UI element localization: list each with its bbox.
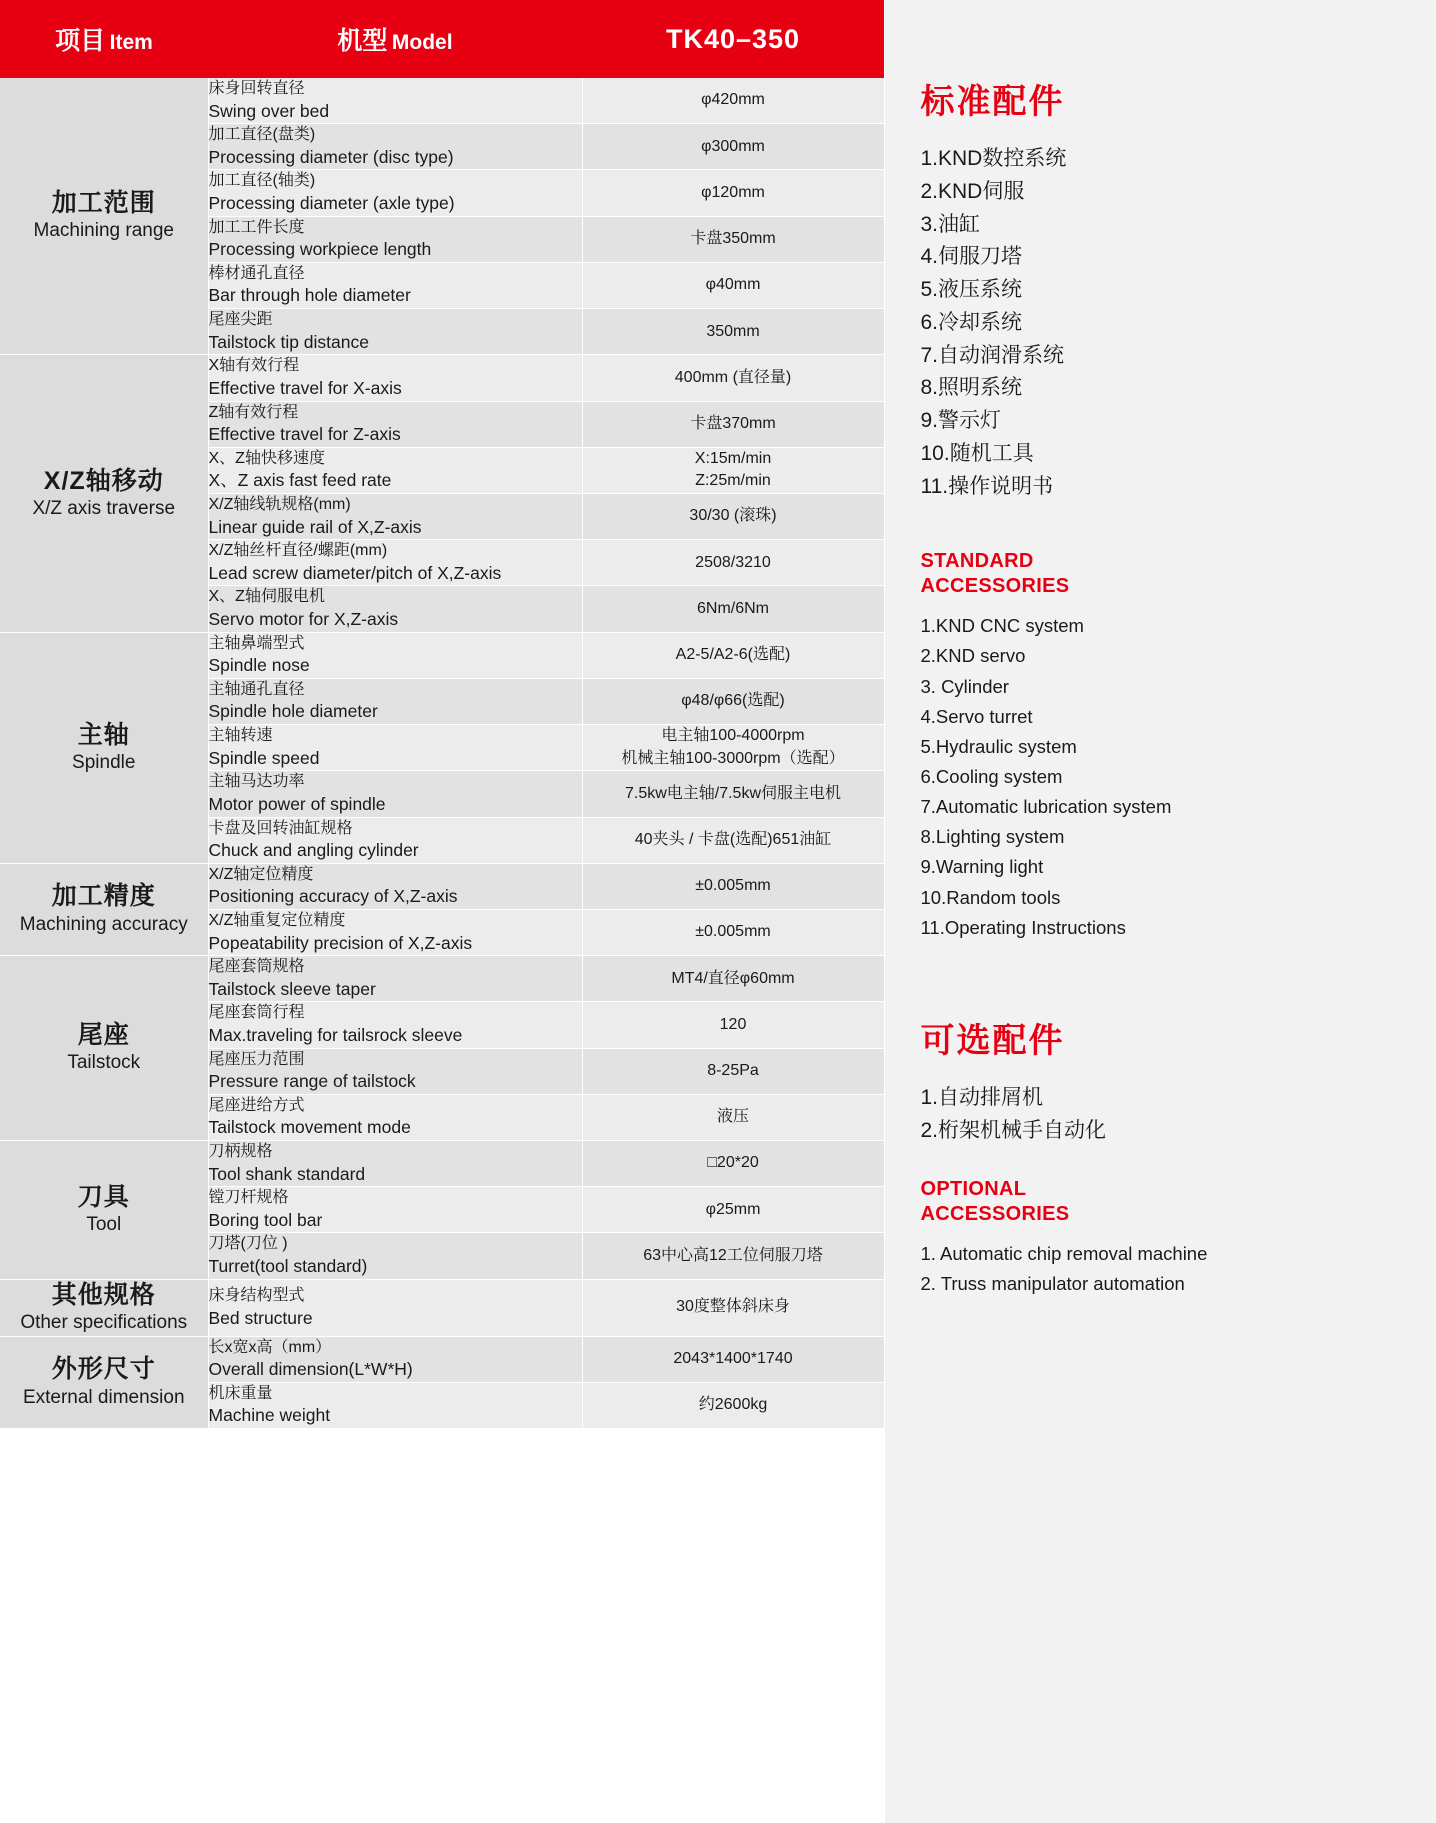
item-cell: [208, 863, 582, 909]
item-label-en: Processing workpiece length: [208, 239, 432, 260]
item-label-en: Effective travel for Z-axis: [208, 424, 401, 445]
item-label-en: Chuck and angling cylinder: [208, 840, 419, 861]
accessory-item: 2.KND伺服: [920, 179, 1025, 203]
table-row: [0, 956, 884, 1002]
accessory-item: 3. Cylinder: [920, 675, 1009, 697]
item-label-en: Swing over bed: [208, 100, 330, 121]
item-label-en: Turret(tool standard): [208, 1256, 368, 1277]
title-line: ACCESSORIES: [920, 1203, 1070, 1226]
value-cell: [582, 309, 884, 355]
item-cell: [208, 1002, 582, 1048]
item-label-en: Bar through hole diameter: [208, 285, 411, 306]
group-label-cn: 刀具: [77, 1182, 130, 1211]
item-cell: [208, 771, 582, 817]
accessory-item: 2.桁架机械手自动化: [920, 1118, 1107, 1142]
header-model-number: TK40–350: [665, 23, 801, 54]
group-cell: [0, 1279, 208, 1336]
value-cell: [582, 216, 884, 262]
group-label-en: External dimension: [22, 1386, 185, 1408]
value-line: φ40mm: [705, 276, 761, 294]
item-label-en: Tailstock tip distance: [208, 331, 369, 352]
item-cell: [208, 632, 582, 678]
item-label-cn: 刀柄规格: [208, 1143, 273, 1161]
value-cell: [582, 1141, 884, 1187]
item-label-en: Tailstock sleeve taper: [208, 978, 376, 999]
value-line: 350mm: [706, 322, 760, 340]
optional-accessories-title-en: [921, 1177, 1436, 1227]
item-cell: [208, 124, 582, 170]
item-label-cn: 主轴马达功率: [208, 773, 305, 791]
standard-accessories-list-cn: [921, 143, 1436, 503]
item-cell: [208, 1279, 582, 1336]
group-label-cn: X/Z轴移动: [43, 466, 164, 495]
group-label-cn: 加工范围: [51, 189, 156, 218]
item-label-cn: Z轴有效行程: [208, 403, 299, 421]
group-label-en: Machining accuracy: [19, 913, 188, 935]
item-label-en: Processing diameter (axle type): [208, 193, 455, 214]
value-cell: [582, 1233, 884, 1279]
item-cell: [208, 586, 582, 632]
accessory-item: 1.自动排屑机: [920, 1085, 1044, 1109]
value-line: 8-25Pa: [707, 1062, 759, 1079]
item-label-cn: X轴有效行程: [208, 357, 300, 375]
value-line: 电主轴100-4000rpm: [661, 727, 805, 745]
table-row: [0, 355, 884, 401]
group-label-cn: 加工精度: [51, 882, 156, 911]
value-cell: [582, 1382, 884, 1428]
item-label-en: Max.traveling for tailsrock sleeve: [208, 1024, 463, 1045]
item-label-cn: 主轴通孔直径: [208, 680, 305, 698]
value-line: MT4/直径φ60mm: [671, 969, 795, 987]
value-cell: [582, 1336, 884, 1382]
value-cell: [582, 956, 884, 1002]
table-row: [0, 1141, 884, 1187]
item-label-en: X、Z axis fast feed rate: [208, 470, 392, 491]
item-label-cn: 机床重量: [208, 1384, 273, 1402]
item-cell: [208, 1233, 582, 1279]
title-line: STANDARD: [920, 550, 1034, 573]
title-line: ACCESSORIES: [920, 575, 1070, 598]
accessory-item: 1.KND数控系统: [920, 147, 1067, 170]
accessory-item: 9.Warning light: [920, 856, 1044, 878]
item-label-en: Servo motor for X,Z-axis: [208, 609, 399, 629]
item-cell: [208, 1336, 582, 1382]
accessory-item: 11.操作说明书: [920, 474, 1054, 498]
value-cell: [582, 725, 884, 771]
accessory-item: 9.警示灯: [920, 409, 1002, 432]
accessory-item: 1.KND CNC system: [920, 615, 1084, 637]
accessory-item: 7.自动润滑系统: [920, 343, 1065, 367]
value-cell: [582, 355, 884, 401]
item-cell: [208, 401, 582, 447]
group-label-en: Tailstock: [67, 1052, 141, 1074]
item-label-cn: 尾座套筒规格: [208, 958, 305, 976]
item-label-cn: X/Z轴定位精度: [208, 865, 314, 883]
accessory-item: 10.随机工具: [920, 441, 1034, 465]
item-label-cn: 刀塔(刀位 ): [208, 1235, 288, 1253]
item-cell: [208, 78, 582, 124]
item-label-cn: 主轴转速: [208, 727, 273, 745]
item-cell: [208, 817, 582, 863]
accessory-item: 5.液压系统: [920, 278, 1023, 301]
item-cell: [208, 956, 582, 1002]
item-label-cn: X/Z轴线轨规格(mm): [208, 495, 351, 513]
group-label-cn: 主轴: [77, 720, 130, 749]
group-cell: [0, 78, 208, 355]
header-item: [0, 0, 208, 78]
value-line: 30/30 (滚珠): [689, 507, 777, 525]
table-row: [0, 78, 884, 124]
value-line: 约2600kg: [698, 1396, 768, 1414]
value-cell: [582, 863, 884, 909]
item-label-en: Boring tool bar: [208, 1209, 323, 1230]
group-cell: [0, 956, 208, 1141]
optional-accessories-list-en: [921, 1239, 1436, 1299]
item-label-cn: 床身结构型式: [208, 1287, 305, 1305]
group-label-en: Other specifications: [20, 1311, 188, 1333]
group-label-en: Spindle: [72, 751, 136, 773]
specification-table: [0, 0, 885, 1429]
item-label-en: Positioning accuracy of X,Z-axis: [208, 886, 458, 907]
item-label-cn: 尾座尖距: [208, 311, 273, 329]
item-label-en: Lead screw diameter/pitch of X,Z-axis: [208, 562, 502, 583]
item-cell: [208, 1141, 582, 1187]
group-cell: [0, 863, 208, 955]
item-label-cn: 主轴鼻端型式: [208, 634, 305, 652]
value-cell: [582, 447, 884, 493]
value-cell: [582, 540, 884, 586]
value-line: 机械主轴100-3000rpm（选配）: [621, 749, 845, 767]
value-line: X:15m/min: [694, 449, 772, 467]
value-line: 卡盘370mm: [690, 414, 776, 432]
value-cell: [582, 771, 884, 817]
item-cell: [208, 1187, 582, 1233]
value-cell: [582, 493, 884, 539]
table-row: [0, 1279, 884, 1336]
value-cell: [582, 1002, 884, 1048]
value-cell: [582, 817, 884, 863]
header-model-cn: 机型: [337, 27, 388, 55]
value-cell: [582, 1048, 884, 1094]
header-value: [582, 0, 884, 78]
table-row: [0, 632, 884, 678]
item-label-cn: 镗刀杆规格: [208, 1189, 289, 1207]
item-label-en: Overall dimension(L*W*H): [208, 1359, 413, 1380]
item-cell: [208, 1382, 582, 1428]
item-cell: [208, 909, 582, 955]
table-row: [0, 863, 884, 909]
accessory-item: 1. Automatic chip removal machine: [920, 1243, 1208, 1265]
value-cell: [582, 909, 884, 955]
value-cell: [582, 78, 884, 124]
item-cell: [208, 678, 582, 724]
item-cell: [208, 725, 582, 771]
value-line: φ48/φ66(选配): [681, 692, 785, 710]
item-label-en: Spindle speed: [208, 747, 320, 768]
item-cell: [208, 216, 582, 262]
value-line: 6Nm/6Nm: [696, 599, 769, 617]
optional-accessories-list-cn: [921, 1082, 1436, 1148]
item-label-cn: 加工工件长度: [208, 218, 305, 236]
accessory-item: 6.Cooling system: [920, 765, 1063, 787]
value-cell: [582, 1279, 884, 1336]
value-line: 400mm (直径量): [674, 368, 792, 386]
accessory-item: 7.Automatic lubrication system: [920, 796, 1172, 818]
accessory-item: 11.Operating Instructions: [920, 916, 1126, 938]
value-line: Z:25m/min: [695, 472, 771, 490]
value-line: A2-5/A2-6(选配): [675, 646, 791, 664]
item-label-en: Tailstock movement mode: [208, 1117, 411, 1138]
item-label-cn: 尾座进给方式: [208, 1096, 305, 1114]
accessory-item: 2.KND servo: [920, 645, 1026, 667]
value-cell: [582, 124, 884, 170]
header-item-en: Item: [109, 31, 153, 54]
item-label-cn: 尾座套筒行程: [208, 1004, 305, 1022]
value-line: 30度整体斜床身: [676, 1298, 790, 1316]
group-label-cn: 外形尺寸: [51, 1355, 156, 1384]
value-line: 40夹头 / 卡盘(选配)651油缸: [634, 830, 832, 848]
value-line: ±0.005mm: [695, 877, 771, 895]
accessory-item: 8.Lighting system: [920, 826, 1065, 848]
group-cell: [0, 1336, 208, 1428]
value-line: 63中心高12工位伺服刀塔: [643, 1246, 823, 1264]
group-label-en: Machining range: [33, 220, 174, 242]
item-cell: [208, 1048, 582, 1094]
item-label-en: Bed structure: [208, 1307, 313, 1328]
accessory-item: 8.照明系统: [920, 376, 1023, 400]
item-label-cn: 加工直径(轴类): [208, 172, 316, 190]
group-cell: [0, 355, 208, 632]
value-cell: [582, 1094, 884, 1140]
item-label-en: Spindle hole diameter: [208, 701, 378, 722]
item-label-en: Linear guide rail of X,Z-axis: [208, 516, 422, 537]
item-cell: [208, 1094, 582, 1140]
accessory-item: 4.伺服刀塔: [920, 245, 1023, 269]
item-label-cn: X/Z轴重复定位精度: [208, 911, 346, 929]
item-cell: [208, 170, 582, 216]
item-label-en: Pressure range of tailstock: [208, 1071, 416, 1092]
header-model-en: Model: [391, 31, 453, 54]
item-label-cn: 尾座压力范围: [208, 1050, 305, 1068]
item-label-cn: 棒材通孔直径: [208, 264, 305, 282]
value-cell: [582, 170, 884, 216]
group-label-cn: 尾座: [77, 1021, 130, 1050]
group-label-cn: 其他规格: [51, 1280, 156, 1309]
item-cell: [208, 262, 582, 308]
table-body: [0, 78, 884, 1429]
group-cell: [0, 1141, 208, 1280]
value-line: 液压: [716, 1108, 749, 1126]
item-label-cn: 床身回转直径: [208, 80, 305, 97]
item-label-cn: X、Z轴快移速度: [208, 449, 325, 467]
table-header-row: [0, 0, 884, 78]
item-cell: [208, 355, 582, 401]
header-item-cn: 项目: [55, 27, 106, 55]
accessory-item: 10.Random tools: [920, 886, 1061, 908]
header-model: [208, 0, 582, 78]
group-label-en: X/Z axis traverse: [32, 497, 176, 519]
item-label-en: Popeatability precision of X,Z-axis: [208, 932, 473, 953]
value-line: φ300mm: [701, 137, 765, 155]
group-cell: [0, 632, 208, 863]
group-label-en: Tool: [86, 1214, 122, 1236]
value-line: φ25mm: [705, 1200, 761, 1218]
value-line: φ120mm: [701, 183, 765, 201]
table-row: [0, 1336, 884, 1382]
item-cell: [208, 447, 582, 493]
value-line: 卡盘350mm: [690, 230, 776, 248]
value-line: 2043*1400*1740: [673, 1350, 793, 1368]
item-label-cn: 长x宽x高（mm）: [208, 1338, 332, 1356]
value-line: □20*20: [707, 1154, 759, 1172]
value-line: 7.5kw电主轴/7.5kw伺服主电机: [624, 784, 842, 802]
item-label-en: Tool shank standard: [208, 1163, 366, 1184]
value-cell: [582, 632, 884, 678]
item-label-cn: 卡盘及回转油缸规格: [208, 819, 353, 837]
item-label-en: Processing diameter (disc type): [208, 146, 454, 167]
title-line: OPTIONAL: [920, 1178, 1027, 1201]
item-label-en: Effective travel for X-axis: [208, 377, 402, 398]
item-cell: [208, 309, 582, 355]
value-line: 2508/3210: [695, 553, 771, 571]
item-cell: [208, 540, 582, 586]
item-cell: [208, 493, 582, 539]
accessory-item: 4.Servo turret: [920, 705, 1033, 727]
accessory-item: 6.冷却系统: [920, 310, 1023, 334]
standard-accessories-title-en: [921, 549, 1436, 599]
accessory-item: 5.Hydraulic system: [920, 735, 1077, 757]
accessories-panel: [885, 0, 1436, 1823]
value-line: 120: [719, 1015, 747, 1033]
item-label-cn: 加工直径(盘类): [208, 126, 316, 144]
item-label-en: Motor power of spindle: [208, 793, 386, 814]
accessory-item: 3.油缸: [920, 212, 981, 236]
value-cell: [582, 678, 884, 724]
standard-accessories-title-cn: 标准配件: [920, 83, 1065, 121]
item-label-en: Spindle nose: [208, 655, 310, 676]
standard-accessories-list-en: [921, 611, 1436, 943]
value-cell: [582, 401, 884, 447]
value-cell: [582, 1187, 884, 1233]
value-cell: [582, 586, 884, 632]
item-label-cn: X、Z轴伺服电机: [208, 588, 325, 606]
value-cell: [582, 262, 884, 308]
optional-accessories-title-cn: 可选配件: [920, 1021, 1065, 1060]
value-line: φ420mm: [701, 91, 765, 109]
accessory-item: 2. Truss manipulator automation: [920, 1273, 1185, 1295]
item-label-cn: X/Z轴丝杆直径/螺距(mm): [208, 542, 388, 560]
value-line: ±0.005mm: [695, 923, 771, 941]
item-label-en: Machine weight: [208, 1405, 331, 1426]
